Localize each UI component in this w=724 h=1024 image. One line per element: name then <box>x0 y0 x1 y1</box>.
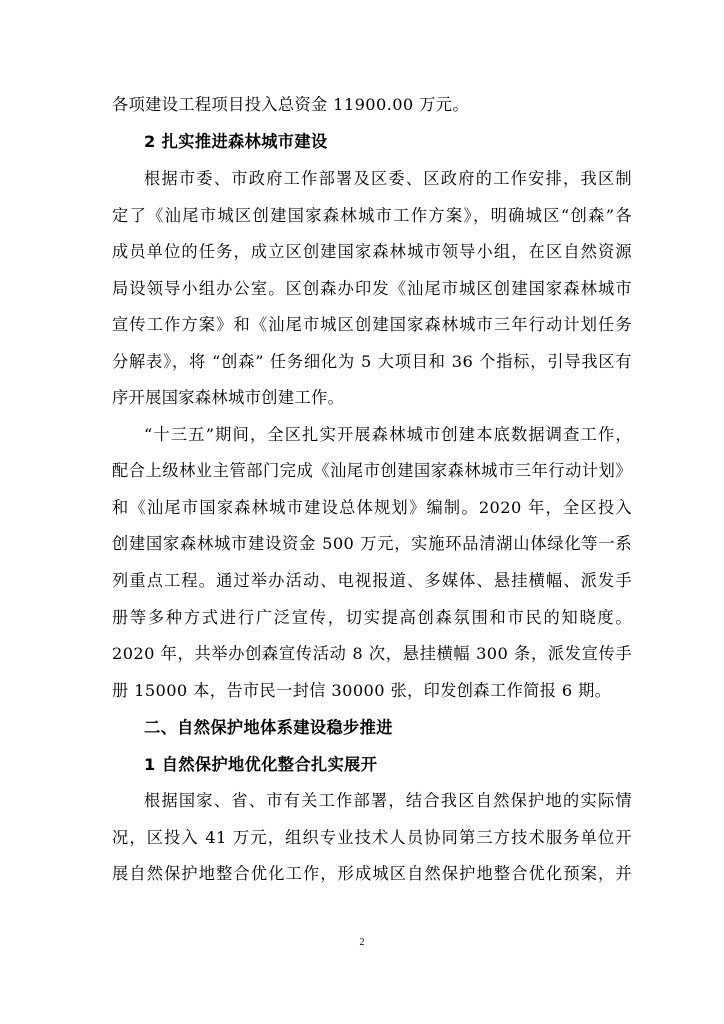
text-line: 根据市委、市政府工作部署及区委、区政府的工作安排，我区制 <box>144 169 632 188</box>
text-line: 序开展国家森林城市创建工作。 <box>112 388 345 407</box>
text-line: 况，区投入 41 万元，组织专业技术人员协同第三方技术服务单位开 <box>112 828 632 847</box>
text-line: 根据国家、省、市有关工作部署，结合我区自然保护地的实际情 <box>144 791 632 810</box>
section-heading-forest-city: 2 扎实推进森林城市建设 <box>144 132 328 151</box>
text-line: 配合上级林业主管部门完成《汕尾市创建国家森林城市三年行动计划》 <box>112 461 632 480</box>
text-line: 展自然保护地整合优化工作，形成城区自然保护地整合优化预案，并 <box>112 864 632 883</box>
text-line: 局设领导小组办公室。区创森办印发《汕尾市城区创建国家森林城市 <box>112 279 632 298</box>
text-line: 定了《汕尾市城区创建国家森林城市工作方案》，明确城区“创森”各 <box>112 206 632 225</box>
text-line: 成员单位的任务，成立区创建国家森林城市领导小组，在区自然资源 <box>112 242 632 261</box>
text-line: 宣传工作方案》和《汕尾市城区创建国家森林城市三年行动计划任务 <box>112 315 632 334</box>
text-line: 2020 年，共举办创森宣传活动 8 次，悬挂横幅 300 条，派发宣传手 <box>112 644 632 663</box>
text-line: 创建国家森林城市建设资金 500 万元，实施环品清湖山体绿化等一系 <box>112 534 632 553</box>
text-line: 册等多种方式进行广泛宣传，切实提高创森氛围和市民的知晓度。 <box>112 608 632 627</box>
page-number: 2 <box>359 937 365 948</box>
section-heading-protected-areas: 二、自然保护地体系建设稳步推进 <box>144 718 393 737</box>
text-line: 各项建设工程项目投入总资金 11900.00 万元。 <box>112 95 469 114</box>
text-line: 列重点工程。通过举办活动、电视报道、多媒体、悬挂横幅、派发手 <box>112 571 632 590</box>
text-line: 分解表》，将 “创森” 任务细化为 5 大项目和 36 个指标，引导我区有 <box>112 352 632 371</box>
subsection-heading-integration: 1 自然保护地优化整合扎实展开 <box>144 755 378 774</box>
text-line: 和《汕尾市国家森林城市建设总体规划》编制。2020 年，全区投入 <box>112 498 632 517</box>
text-line: “十三五”期间，全区扎实开展森林城市创建本底数据调查工作， <box>144 425 632 444</box>
text-line: 册 15000 本，告市民一封信 30000 张，印发创森工作简报 6 期。 <box>112 681 612 700</box>
